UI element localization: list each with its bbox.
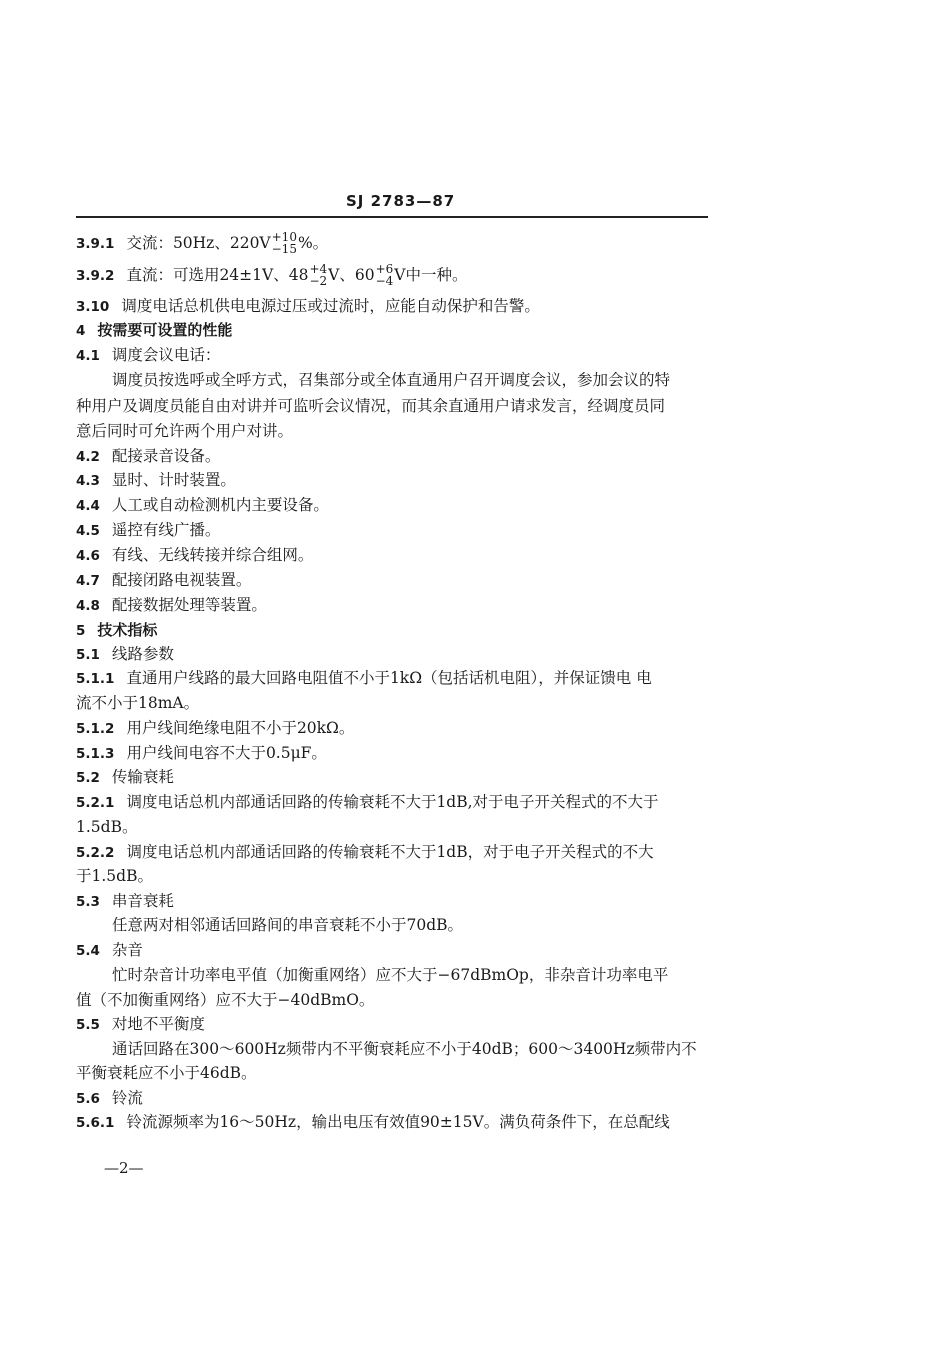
clause-4-3 [76, 470, 236, 491]
page-header: SJ 2783—87 [346, 192, 456, 210]
tolerance-upper: +6 [375, 262, 394, 276]
section-title: 技术指标 [97, 621, 158, 639]
section-4-heading [76, 320, 232, 341]
clause-3-9-1 [76, 232, 328, 256]
clause-4-4 [76, 495, 329, 516]
clause-5-1-2 [76, 718, 354, 739]
clause-text: 对地不平衡度 [111, 1015, 205, 1033]
clause-number: 4.8 [76, 598, 100, 614]
clause-number: 3.9.1 [76, 236, 115, 252]
clause-text: 配接闭路电视装置。 [111, 571, 252, 589]
clause-number: 5.6 [76, 1091, 100, 1107]
clause-number: 4.3 [76, 473, 100, 489]
clause-text-mid: V、60 [328, 266, 375, 284]
tolerance-upper: +10 [271, 230, 297, 244]
clause-number: 5.2 [76, 770, 100, 786]
clause-text: 调度电话总机内部通话回路的传输衰耗不大于1dB，对于电子开关程式的不大 [126, 843, 654, 861]
clause-text: 杂音 [111, 941, 143, 959]
paragraph-line: 通话回路在300～600Hz频带内不平衡衰耗应不小于40dB；600～3400Hz频带内不 [112, 1040, 697, 1058]
clause-text: 调度电话总机内部通话回路的传输衰耗不大于1dB,对于电子开关程式的不大于 [126, 793, 659, 811]
clause-4-6 [76, 545, 313, 566]
tolerance-60 [376, 263, 394, 287]
clause-text: 配接数据处理等装置。 [111, 596, 267, 614]
paragraph-line: 忙时杂音计功率电平值（加衡重网络）应不大于−67dBmOp，非杂音计功率电平 [112, 966, 669, 984]
tolerance-lower: −15 [271, 242, 297, 256]
clause-number: 4.5 [76, 523, 100, 539]
header-rule [76, 216, 708, 218]
paragraph-line: 调度员按选呼或全呼方式，召集部分或全体直通用户召开调度会议，参加会议的特 [112, 371, 671, 389]
clause-text: 传输衰耗 [111, 768, 174, 786]
section-number: 5 [76, 623, 86, 639]
clause-number: 5.2.1 [76, 795, 115, 811]
clause-number: 5.1.2 [76, 721, 115, 737]
clause-4-8 [76, 595, 267, 616]
paragraph-line: 于1.5dB。 [76, 867, 153, 885]
clause-number: 3.10 [76, 299, 110, 315]
section-5-heading [76, 620, 157, 641]
clause-number: 5.1 [76, 647, 100, 663]
clause-text: 人工或自动检测机内主要设备。 [111, 496, 329, 514]
clause-number: 4.7 [76, 573, 100, 589]
clause-text: 交流：50Hz、220V [126, 234, 271, 252]
clause-text: 直通用户线路的最大回路电阻值不小于1kΩ（包括话机电阻），并保证馈电 电 [126, 669, 652, 687]
tolerance-lower: −4 [375, 274, 394, 288]
clause-number: 3.9.2 [76, 268, 115, 284]
clause-text: 串音衰耗 [111, 892, 174, 910]
clause-text: 线路参数 [111, 645, 174, 663]
clause-4-1 [76, 345, 220, 366]
clause-5-5 [76, 1014, 205, 1035]
clause-number: 4.4 [76, 498, 100, 514]
clause-5-3 [76, 891, 174, 912]
clause-number: 4.6 [76, 548, 100, 564]
clause-5-1 [76, 644, 174, 665]
clause-5-2-2 [76, 842, 654, 863]
clause-number: 5.6.1 [76, 1115, 115, 1131]
clause-5-6-1 [76, 1112, 670, 1133]
paragraph-line: 意后同时可允许两个用户对讲。 [76, 422, 294, 440]
clause-text: 遥控有线广播。 [111, 521, 221, 539]
clause-text: 直流：可选用24±1V、48 [126, 266, 309, 284]
paragraph-line: 流不小于18mA。 [76, 694, 200, 712]
section-title: 按需要可设置的性能 [97, 321, 233, 339]
clause-text: 显时、计时装置。 [111, 471, 236, 489]
clause-4-5 [76, 520, 220, 541]
paragraph-line: 平衡衰耗应不小于46dB。 [76, 1064, 257, 1082]
clause-text: 用户线间绝缘电阻不小于20kΩ。 [126, 719, 355, 737]
clause-number: 5.3 [76, 894, 100, 910]
clause-5-1-1 [76, 668, 652, 689]
clause-5-6 [76, 1088, 143, 1109]
clause-number: 4.1 [76, 348, 100, 364]
page-number: —2— [104, 1159, 144, 1177]
clause-text: 铃流源频率为16～50Hz，输出电压有效值90±15V。满负荷条件下，在总配线 [126, 1113, 670, 1131]
clause-3-10 [76, 296, 540, 317]
section-number: 4 [76, 323, 86, 339]
clause-text: 有线、无线转接并综合组网。 [111, 546, 314, 564]
tolerance [272, 231, 297, 255]
clause-number: 5.1.3 [76, 746, 115, 762]
clause-number: 5.2.2 [76, 845, 115, 861]
paragraph-line: 1.5dB。 [76, 818, 138, 836]
clause-number: 5.5 [76, 1017, 100, 1033]
paragraph-line: 任意两对相邻通话回路间的串音衰耗不小于70dB。 [112, 916, 464, 934]
clause-4-2 [76, 446, 220, 467]
paragraph-line: 种用户及调度员能自由对讲并可监听会议情况，而其余直通用户请求发言，经调度员同 [76, 397, 666, 415]
tolerance-lower: −2 [309, 274, 328, 288]
clause-text: 配接录音设备。 [111, 447, 221, 465]
clause-5-2 [76, 767, 174, 788]
clause-text: 调度会议电话： [111, 346, 221, 364]
clause-text: 用户线间电容不大于0.5μF。 [126, 744, 327, 762]
clause-5-4 [76, 940, 143, 961]
clause-number: 5.1.1 [76, 671, 115, 687]
clause-5-1-3 [76, 743, 327, 764]
clause-text: 铃流 [111, 1089, 143, 1107]
tolerance-48 [309, 263, 327, 287]
tolerance-upper: +4 [309, 262, 328, 276]
paragraph-line: 值（不加衡重网络）应不大于−40dBmO。 [76, 991, 375, 1009]
clause-4-7 [76, 570, 251, 591]
clause-text-end: %。 [297, 234, 329, 252]
clause-number: 5.4 [76, 943, 100, 959]
clause-3-9-2 [76, 264, 467, 288]
clause-text-end: V中一种。 [394, 266, 468, 284]
clause-number: 4.2 [76, 449, 100, 465]
clause-text: 调度电话总机供电电源过压或过流时，应能自动保护和告警。 [121, 297, 540, 315]
clause-5-2-1 [76, 792, 659, 813]
